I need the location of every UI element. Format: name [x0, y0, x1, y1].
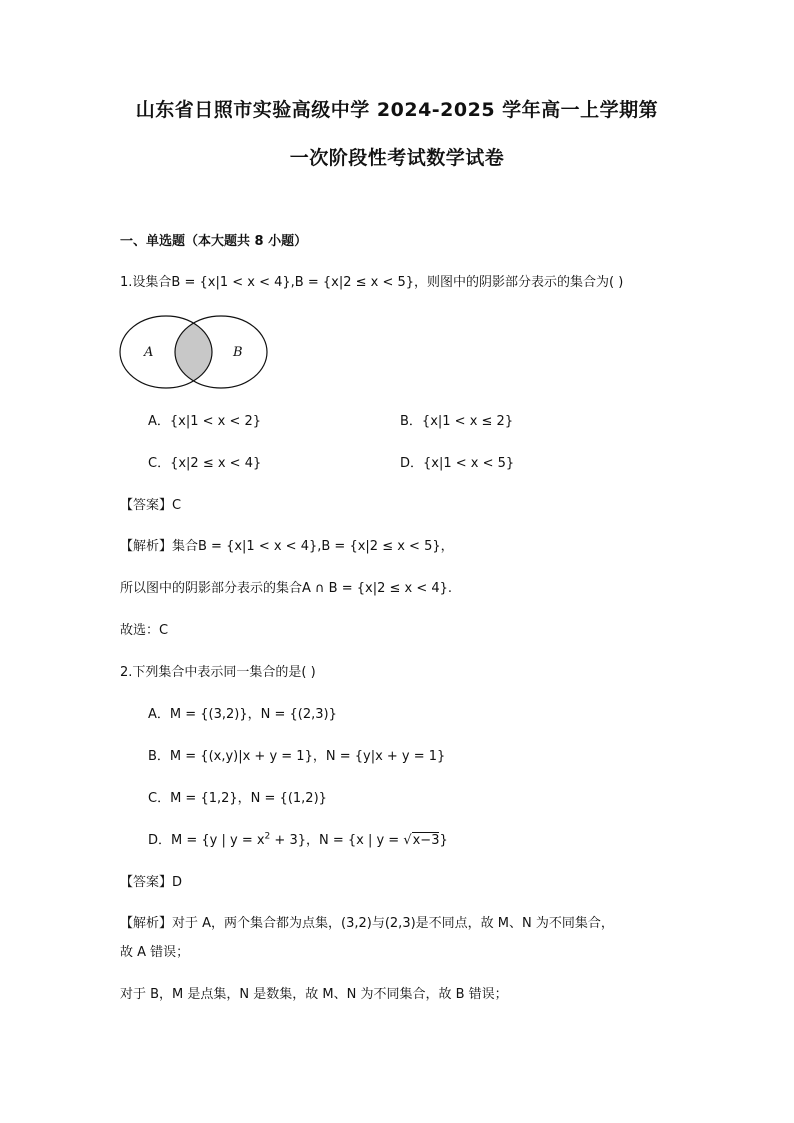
q1-analysis-line-3: 故选：C [120, 623, 169, 638]
document-title-line-2: 一次阶段性考试数学试卷 [289, 147, 505, 169]
q2-analysis-line-1: 【解析】对于 A，两个集合都为点集，(3,2)与(2,3)是不同点，故 M、N 为不同集合， [120, 916, 614, 931]
venn-label-a: A [144, 345, 154, 360]
q1-analysis-line-2: 所以图中的阴影部分表示的集合A ∩ B = {x|2 ≤ x < 4}. [120, 581, 453, 596]
q2-option-d-exponent: 2 [264, 831, 271, 842]
q1-option-a: A．{x|1 < x < 2} [148, 414, 262, 429]
q2-analysis-line-3: 对于 B，M 是点集，N 是数集，故 M、N 为不同集合，故 B 错误； [120, 987, 508, 1002]
q2-analysis-line-2: 故 A 错误； [120, 945, 190, 960]
q2-option-d-prefix: D．M = {y | y = x [148, 833, 265, 848]
q2-option-b: B．M = {(x,y)|x + y = 1}，N = {y|x + y = 1} [148, 749, 446, 764]
q2-option-c: C．M = {1,2}，N = {(1,2)} [148, 791, 327, 806]
section-heading: 一、单选题（本大题共 8 小题） [120, 234, 308, 249]
venn-diagram [118, 312, 270, 392]
q2-option-d [148, 832, 448, 850]
q2-answer: 【答案】D [120, 875, 183, 890]
q2-option-d-radicand: x−3 [412, 833, 440, 848]
q2-option-a: A．M = {(3,2)}，N = {(2,3)} [148, 707, 337, 722]
q1-stem: 1.设集合B = {x|1 < x < 4},B = {x|2 ≤ x < 5}，则图中的阴影部分表示的集合为( ) [120, 275, 624, 290]
q1-option-c: C．{x|2 ≤ x < 4} [148, 456, 262, 471]
q2-option-d-end: } [439, 833, 448, 848]
venn-label-b: B [233, 345, 243, 360]
q2-stem: 2.下列集合中表示同一集合的是( ) [120, 665, 316, 680]
q1-option-d: D．{x|1 < x < 5} [400, 456, 515, 471]
q1-analysis-line-1: 【解析】集合B = {x|1 < x < 4},B = {x|2 ≤ x < 5}， [120, 539, 454, 554]
document-title-line-1: 山东省日照市实验高级中学 2024-2025 学年高一上学期第 [135, 99, 659, 121]
q2-option-d-middle: + 3}，N = {x | y = √ [270, 833, 412, 848]
q1-answer: 【答案】C [120, 498, 182, 513]
q1-option-b: B．{x|1 < x ≤ 2} [400, 414, 514, 429]
